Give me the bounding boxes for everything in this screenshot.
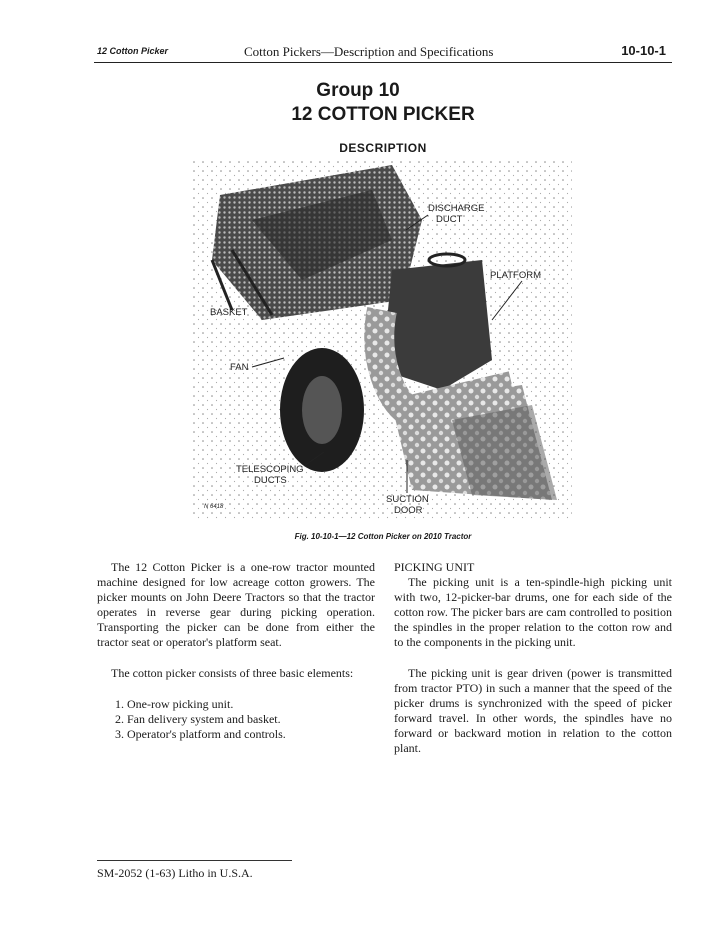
footer-rule — [97, 860, 292, 861]
cotton-picker-photo — [192, 160, 572, 520]
label-door: DOOR — [394, 505, 423, 516]
header-rule — [94, 62, 672, 63]
page-number: 10-10-1 — [621, 43, 666, 58]
label-ducts: DUCTS — [254, 475, 287, 486]
label-duct: DUCT — [436, 214, 463, 225]
label-platform: PLATFORM — [490, 270, 542, 281]
page-title: 12 COTTON PICKER — [291, 104, 475, 125]
list-item: 3. Operator's platform and controls. — [115, 727, 286, 741]
elements-paragraph: The cotton picker consists of three basic elements: — [111, 666, 354, 680]
footer-text: SM-2052 (1-63) Litho in U.S.A. — [97, 866, 253, 880]
label-telescoping: TELESCOPING — [236, 464, 304, 475]
section-heading: DESCRIPTION — [339, 141, 427, 155]
running-header-title: Cotton Pickers—Description and Specifications — [244, 44, 494, 59]
figure-caption: Fig. 10-10-1—12 Cotton Picker on 2010 Tractor — [294, 532, 472, 541]
left-column — [97, 560, 375, 742]
right-column — [394, 560, 672, 772]
list-item: 1. One-row picking unit. — [115, 697, 234, 711]
negative-number: N 6418 — [204, 504, 224, 510]
gear-drive-paragraph: The picking unit is gear driven (power is transmitted from tractor PTO) in such a manner that the speed of the picker drums is synchronized with the speed of picker forward travel. In other words, the spindles have no forward or backward motion in relation to the cotton plant. — [394, 666, 672, 755]
group-heading: Group 10 — [316, 80, 400, 101]
label-suction: SUCTION — [386, 494, 429, 505]
label-fan: FAN — [230, 362, 249, 373]
running-header-left: 12 Cotton Picker — [97, 46, 169, 56]
elements-list — [97, 697, 375, 742]
list-item: 2. Fan delivery system and basket. — [115, 712, 281, 726]
intro-paragraph: The 12 Cotton Picker is a one-row tractor mounted machine designed for low acreage cotton growers. The picker mounts on John Deere Tractors so that the tractor operates in reverse gear during picking operation. Transporting the picker can be done from either the tractor seat or operator's platform seat. — [97, 560, 375, 649]
picking-unit-paragraph: The picking unit is a ten-spindle-high picking unit with two, 12-picker-bar drums, one for each side of the cotton row. The picker bars are cam controlled to position the spindles in the proper relation to the cotton row and to the components in the picking unit. — [394, 575, 672, 649]
picking-unit-heading: PICKING UNIT — [394, 560, 475, 574]
label-basket: BASKET — [210, 307, 248, 318]
wheel-hub — [302, 376, 342, 444]
label-discharge: DISCHARGE — [428, 203, 485, 214]
